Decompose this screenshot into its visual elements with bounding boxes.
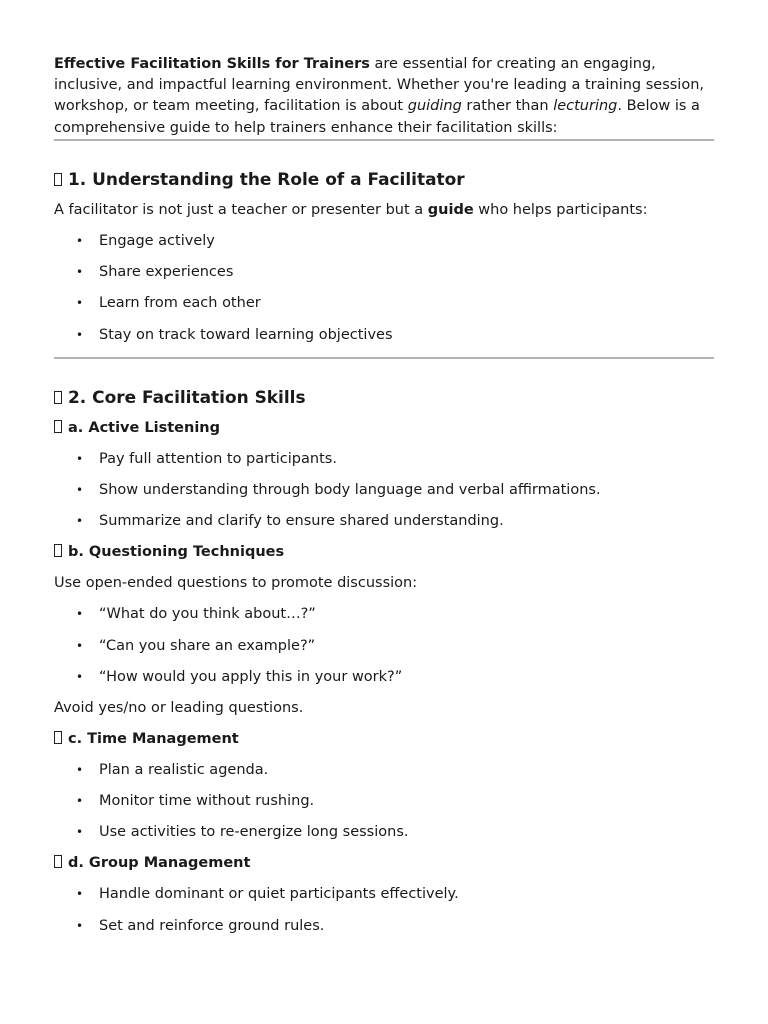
bullet: • [76, 265, 84, 280]
list-item: • “Can you share an example?” [76, 637, 316, 654]
bullet: • [76, 918, 84, 933]
divider [54, 357, 714, 359]
subsection-b-intro: Use open-ended questions to promote discussion: [54, 575, 418, 592]
section1-intro: A facilitator is not just a teacher or presenter but a guide who helps participants: [54, 201, 648, 218]
bullet: • [76, 327, 84, 342]
bullet: • [76, 234, 84, 248]
list-item: • Plan a realistic agenda. [76, 761, 269, 778]
missing-glyph-icon [54, 420, 62, 433]
bullet: • [76, 607, 84, 622]
subsection-d-heading: d. Group Management [54, 853, 714, 873]
divider [54, 139, 714, 141]
bullet: • [76, 887, 84, 902]
section2-heading: 2. Core Facilitation Skills [54, 387, 714, 407]
missing-glyph-icon [54, 173, 62, 186]
bullet: • [76, 451, 84, 466]
list-item: • Set and reinforce ground rules. [76, 917, 325, 934]
list-item: • Use activities to re-energize long sessions. [76, 824, 409, 841]
subsection-b-heading: b. Questioning Techniques [54, 542, 714, 562]
subsection-c-list [54, 760, 714, 842]
subsection-b-note: Avoid yes/no or leading questions. [54, 699, 304, 716]
section1-list [54, 231, 714, 345]
list-item: • Handle dominant or quiet participants effectively. [76, 886, 459, 903]
intro-emphasis-lecturing: lecturing [553, 98, 618, 115]
subsection-d-list [54, 884, 714, 935]
intro-title: Effective Facilitation Skills for Trainers [54, 56, 370, 72]
intro-text-1: are essential for creating an engaging, inclusive, and impactful learning environment. Whether you're leading a training session, workshop, or team meeting, facilitation is about [54, 56, 705, 115]
subsection-a-heading: a. Active Listening [54, 418, 714, 438]
bullet: • [76, 296, 84, 311]
list-item: • Learn from each other [76, 295, 261, 312]
bullet: • [76, 638, 84, 653]
intro-emphasis-guiding: guiding [407, 98, 462, 115]
missing-glyph-icon [54, 544, 62, 557]
missing-glyph-icon [54, 855, 62, 868]
missing-glyph-icon [54, 391, 62, 404]
list-item: • Show understanding through body language and verbal affirmations. [76, 481, 601, 498]
subsection-c-heading: c. Time Management [54, 729, 714, 749]
list-item: • Stay on track toward learning objectives [76, 326, 393, 343]
subsection-b-list [54, 604, 714, 686]
intro-paragraph [54, 54, 714, 139]
list-item: • Pay full attention to participants. [76, 450, 337, 467]
intro-text-3: . Below is a comprehensive guide to help trainers enhance their facilitation skills: [54, 98, 700, 136]
bullet: • [76, 514, 84, 529]
intro-text-2: rather than [461, 98, 554, 115]
bullet: • [76, 482, 84, 497]
list-item: • Monitor time without rushing. [76, 793, 315, 810]
bullet: • [76, 669, 84, 684]
bullet: • [76, 825, 84, 840]
list-item: • “What do you think about…?” [76, 606, 316, 623]
bullet: • [76, 762, 84, 777]
list-item: • Engage actively [76, 233, 215, 249]
list-item: • Summarize and clarify to ensure shared understanding. [76, 513, 504, 530]
guide-word: guide [427, 201, 474, 218]
list-item: • Share experiences [76, 264, 234, 281]
bullet: • [76, 794, 84, 809]
subsection-a-list [54, 449, 714, 531]
section1-heading: 1. Understanding the Role of a Facilitator [54, 169, 714, 189]
list-item: • “How would you apply this in your work?” [76, 668, 403, 685]
missing-glyph-icon [54, 731, 62, 744]
